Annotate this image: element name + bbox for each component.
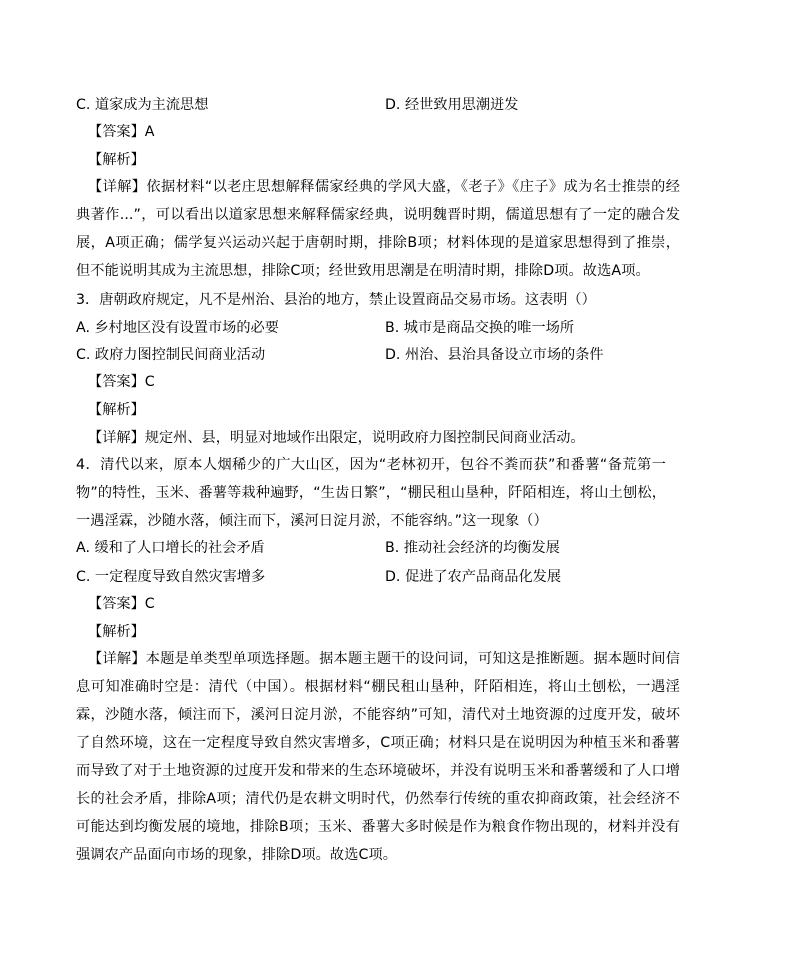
prev-answer: 【答案】A <box>88 124 155 140</box>
q4-option-c: C. 一定程度导致自然灾害增多 <box>76 569 266 585</box>
prev-detail: 【详解】依据材料“以老庄思想解释儒家经典的学风大盛，《老子》《庄子》成为名士推崇的经典著作...”，可以看出以道家思想来解释儒家经典，说明魏晋时期，儒道思想有了一定的融合发展，A项正确；儒学复兴运动兴起于唐朝时期，排除B项；材料体现的是道家思想得到了推崇，但不能说明其成为主流思想，排除C项；经世致用思潮是在明清时期，排除D项。故选A项。 <box>76 179 680 279</box>
q3-stem: 3．唐朝政府规定，凡不是州治、县治的地方，禁止设置商品交易市场。这表明（） <box>76 292 596 308</box>
prev-option-d: D. 经世致用思潮迸发 <box>385 97 519 113</box>
q3-answer: 【答案】C <box>88 374 155 390</box>
q4-stem: 4．清代以来，原本人烟稀少的广大山区，因为“老林初开，包谷不粪而获”和番薯“备荒第一物”的特性，玉米、番薯等栽种遍野，“生齿日繁”，“棚民租山垦种，阡陌相连，将山土刨松，一遇淫霖，沙随水落，倾注而下，溪河日淀月淤，不能容纳。”这一现象（） <box>76 457 666 529</box>
prev-analysis-label: 【解析】 <box>88 152 145 168</box>
q4-option-b: B. 推动社会经济的均衡发展 <box>385 540 560 556</box>
q4-option-d: D. 促进了农产品商品化发展 <box>385 569 562 585</box>
q3-option-c: C. 政府力图控制民间商业活动 <box>76 347 266 363</box>
q3-detail: 【详解】规定州、县，明显对地域作出限定，说明政府力图控制民间商业活动。 <box>88 430 585 446</box>
q4-option-a: A. 缓和了人口增长的社会矛盾 <box>76 540 265 556</box>
q3-option-b: B. 城市是商品交换的唯一场所 <box>385 320 575 336</box>
prev-option-c: C. 道家成为主流思想 <box>76 97 209 113</box>
q3-analysis-label: 【解析】 <box>88 402 145 418</box>
q3-option-d: D. 州治、县治具备设立市场的条件 <box>385 347 604 363</box>
q4-answer: 【答案】C <box>88 596 155 612</box>
q4-analysis-label: 【解析】 <box>88 624 145 640</box>
q4-detail: 【详解】本题是单类型单项选择题。据本题主题干的设问词，可知这是推断题。据本题时间信息可知准确时空是：清代（中国）。根据材料“棚民租山垦种，阡陌相连，将山土刨松，一遇淫霖，沙随水落，倾注而下，溪河日淀月淤，不能容纳”可知，清代对土地资源的过度开发，破坏了自然环境，这在一定程度导致自然灾害增多，C项正确；材料只是在说明因为种植玉米和番薯而导致了对于土地资源的过度开发和带来的生态环境破坏，并没有说明玉米和番薯缓和了人口增长的社会矛盾，排除A项；清代仍是农耕文明时代，仍然奉行传统的重农抑商政策，社会经济不可能达到均衡发展的境地，排除B项；玉米、番薯大多时候是作为粮食作物出现的，材料并没有强调农产品面向市场的现象，排除D项。故选C项。 <box>76 651 680 863</box>
q3-option-a: A. 乡村地区没有设置市场的必要 <box>76 320 279 336</box>
